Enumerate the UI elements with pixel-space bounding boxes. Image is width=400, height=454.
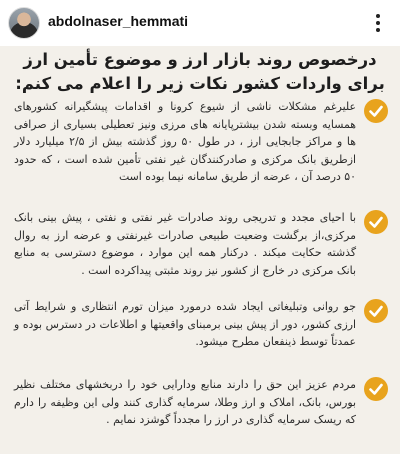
- list-item: [14, 209, 390, 279]
- more-dot: [376, 14, 380, 18]
- check-circle-icon: [364, 210, 388, 234]
- post-image: [0, 46, 400, 454]
- more-dot: [376, 28, 380, 32]
- list-item-text: جو روانی وتبلیغاتی ایجاد شده درمورد میزان تورم انتظاری و شرایط آتی ارزی کشور، دور از پیش بینی برمبنای واقعیتها و اطلاعات در دسترس بوده و عمدتاً توسط ذینفعان مطرح میشود.: [14, 300, 356, 349]
- list-item-text: علیرغم مشکلات ناشی از شیوع کرونا و اقدامات پیشگیرانه کشورهای همسایه وبسته شدن بیشترپایانه های مرزی ونیز تعطیلی بسیاری از صرافی ها و مراکز جابجایی ارز ، در طول ۵۰ روز گذشته بیش از ۲/۵ میلیارد دلار ازطریق بانک مرکزی و صادرکنندگان غیر نفتی تأمین شده است ، که حدود ۵۰ درصد آن ، عرضه از طریق سامانه نیما بوده است: [14, 100, 356, 184]
- post-title: درخصوص روند بازار ارز و موضوع تأمین ارز برای واردات کشور نکات زیر را اعلام می کنم:: [15, 50, 385, 93]
- username-link[interactable]: abdolnaser_hemmati: [48, 13, 189, 29]
- check-circle-icon: [364, 299, 388, 323]
- list-item: [14, 298, 390, 351]
- list-item-text: با احیای مجدد و تدریجی روند صادرات غیر نفتی و نفتی ، پیش بینی بانک مرکزی،از برگشت وضعیت طبیعی صادرات غیرنفتی و عرضه ارز به روال گذشته حکایت میکند . درکنار همه این موارد ، موضوع دسترسی به منابع بانک مرکزی در خارج از کشور نیز روند مثبتی پیداکرده است .: [14, 211, 356, 277]
- list-item: [14, 376, 390, 429]
- check-circle-icon: [364, 99, 388, 123]
- post-header: [0, 0, 400, 46]
- check-circle-icon: [364, 377, 388, 401]
- list-item-text: مردم عزیز این حق را دارند منابع ودارایی خود را دربخشهای مختلف نظیر بورس، بانک، املاک و ارز وطلا، سرمایه گذاری کنند ولی این وظیفه را دارم که ریسک سرمایه گذاری در ارز را مجدداً گوشزد نمایم .: [14, 378, 356, 427]
- more-dot: [376, 21, 380, 25]
- avatar[interactable]: [8, 7, 40, 39]
- list-item: [14, 98, 390, 186]
- more-options-icon[interactable]: [368, 9, 388, 37]
